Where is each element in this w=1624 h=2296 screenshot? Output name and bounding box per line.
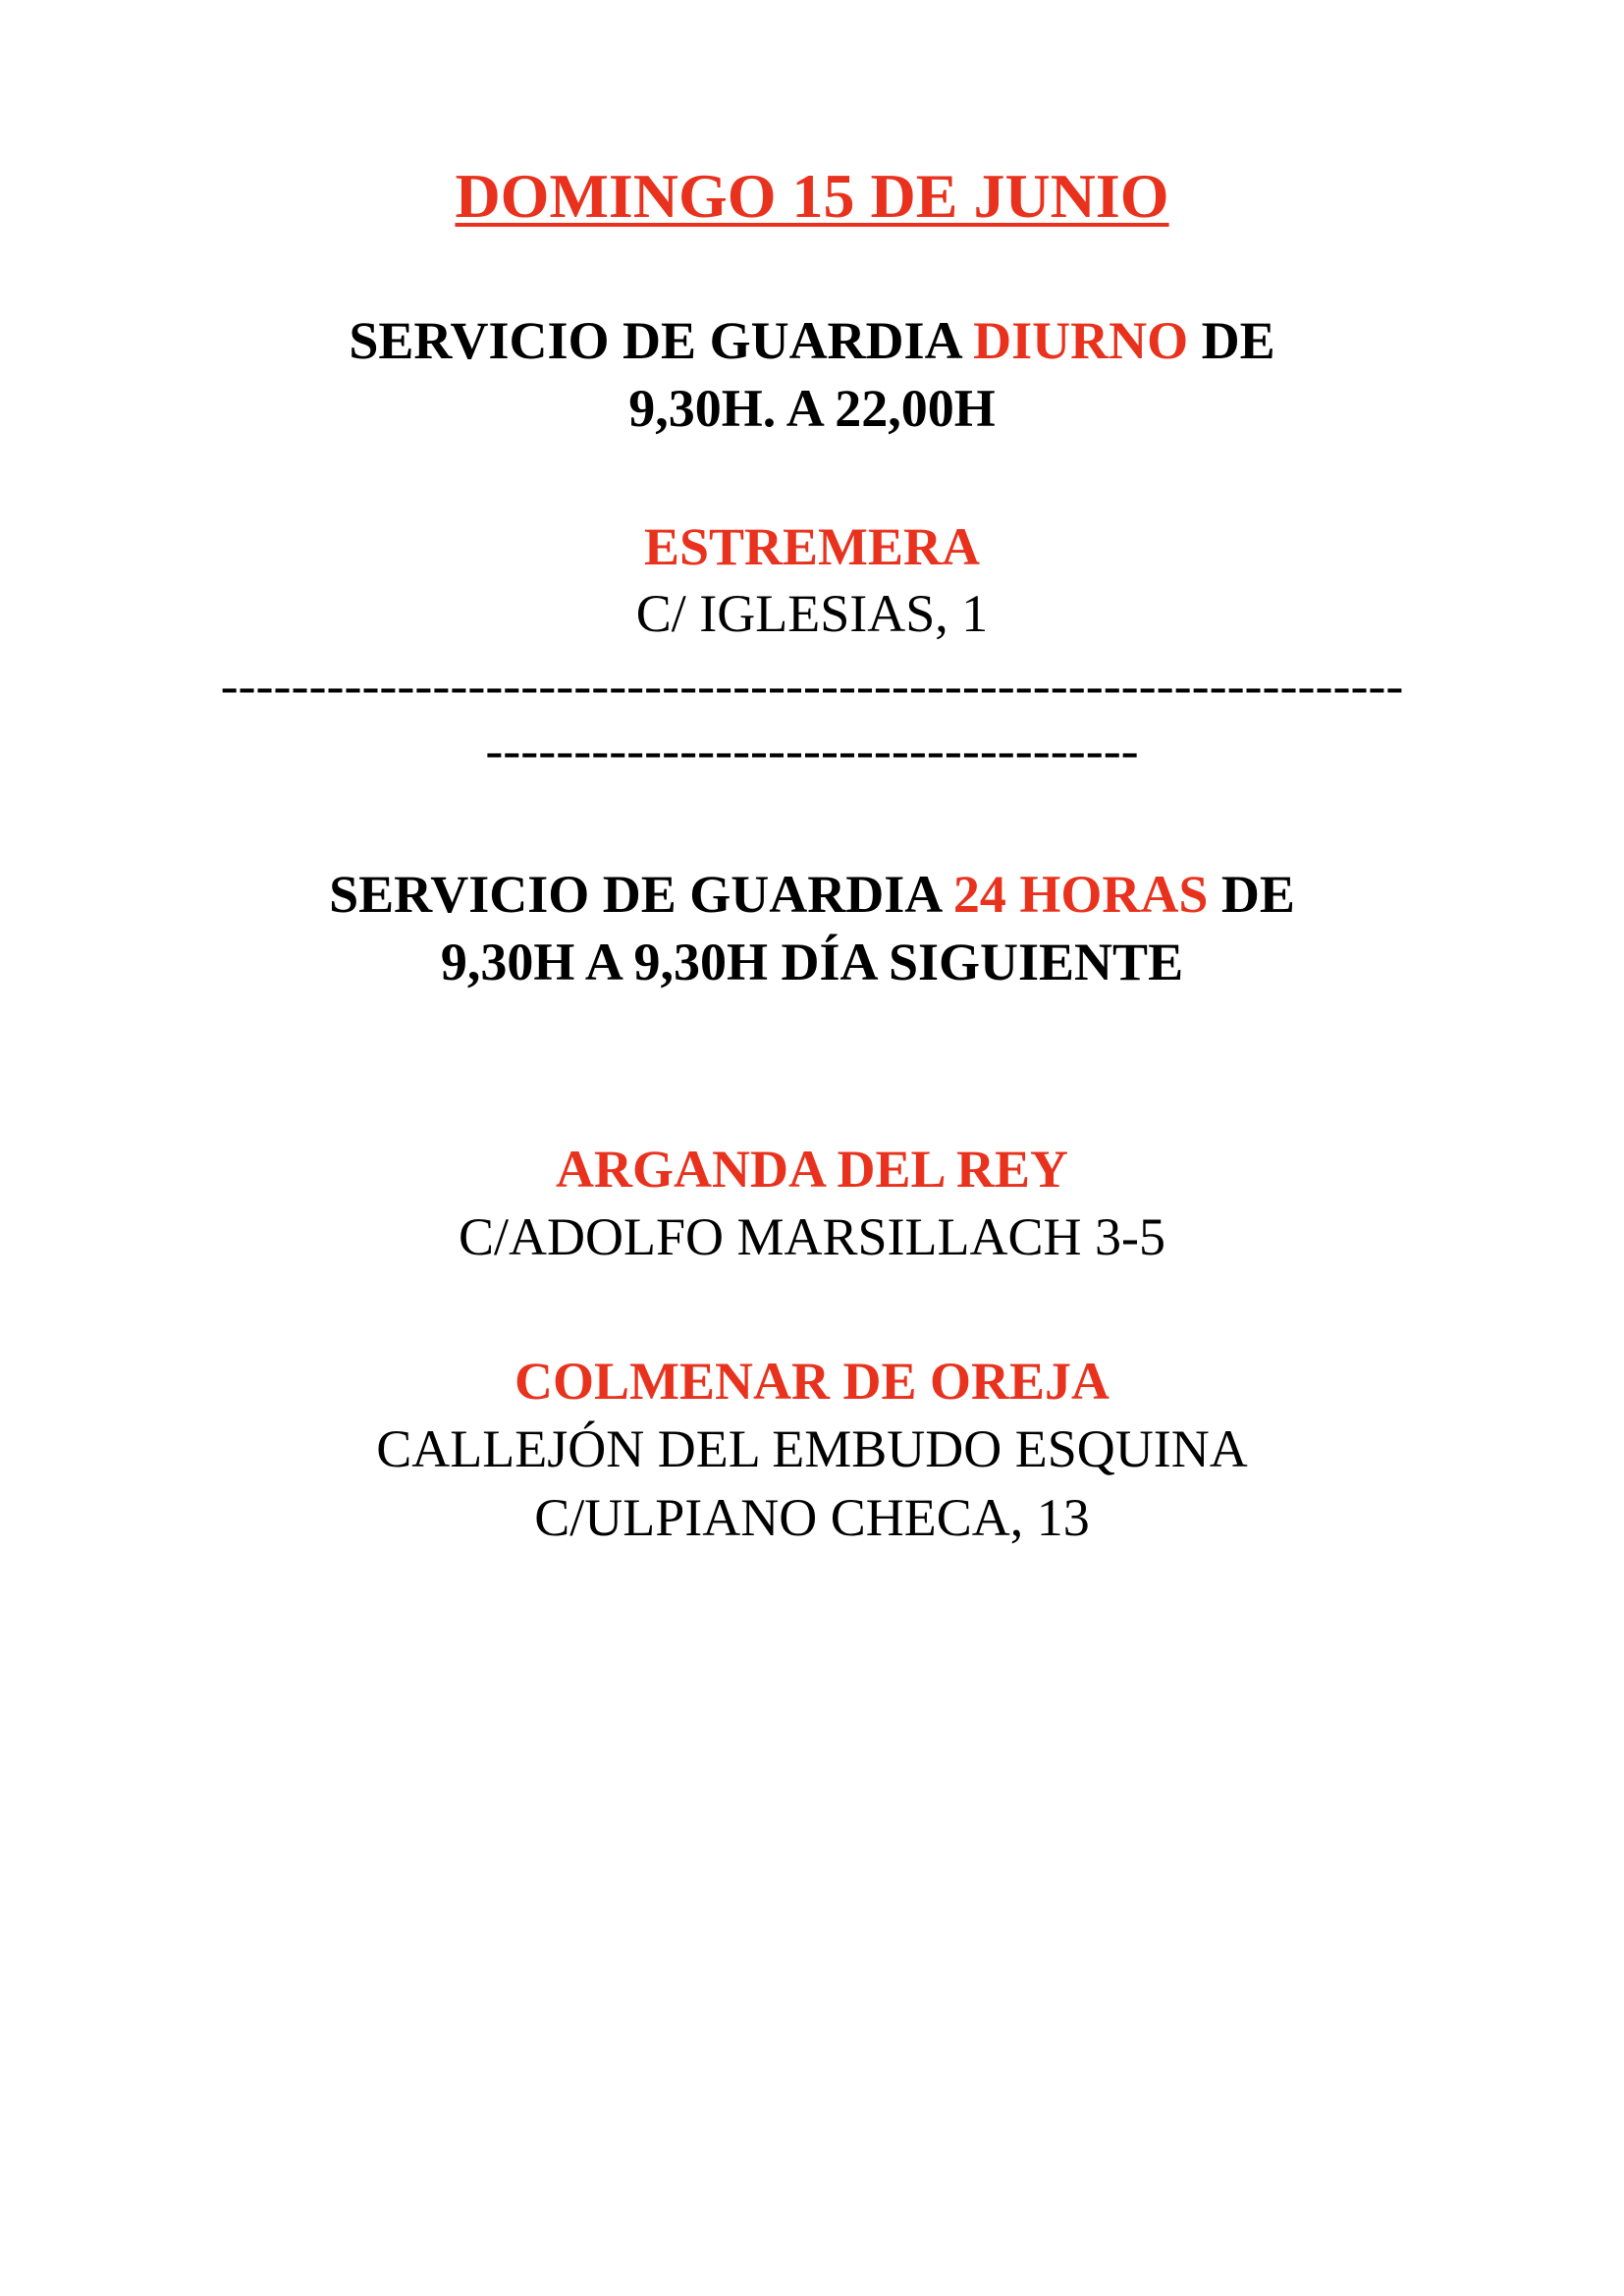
separator-line-2: ------------------------------------- (485, 721, 1139, 779)
estremera-address: C/ IGLESIAS, 1 (635, 584, 989, 643)
page-title (0, 159, 1624, 234)
day-heading-pre: SERVICIO DE GUARDIA (349, 311, 960, 370)
night-heading-pre: SERVICIO DE GUARDIA (329, 865, 941, 924)
colmenar-town: COLMENAR DE OREJA (514, 1352, 1110, 1411)
day-heading-highlight: DIURNO (973, 311, 1189, 370)
arganda-town: ARGANDA DEL REY (555, 1140, 1069, 1199)
colmenar-address-line-1: CALLEJÓN DEL EMBUDO ESQUINA (376, 1419, 1248, 1478)
estremera-town: ESTREMERA (643, 517, 981, 576)
day-heading-post: DE (1201, 311, 1275, 370)
title-text: DOMINGO 15 DE JUNIO (455, 161, 1169, 231)
day-service-heading (0, 308, 1624, 373)
colmenar-address-line-2: C/ULPIANO CHECA, 13 (534, 1488, 1090, 1547)
night-service-hours: 9,30H A 9,30H DÍA SIGUIENTE (440, 933, 1184, 991)
night-heading-post: DE (1220, 865, 1295, 924)
separator-line-1: ------------------------------------------------------------------- (220, 656, 1404, 715)
night-heading-highlight: 24 HORAS (952, 865, 1209, 924)
day-service-hours: 9,30H. A 22,00H (628, 379, 996, 438)
night-service-heading (0, 862, 1624, 927)
arganda-address: C/ADOLFO MARSILLACH 3-5 (458, 1207, 1166, 1266)
